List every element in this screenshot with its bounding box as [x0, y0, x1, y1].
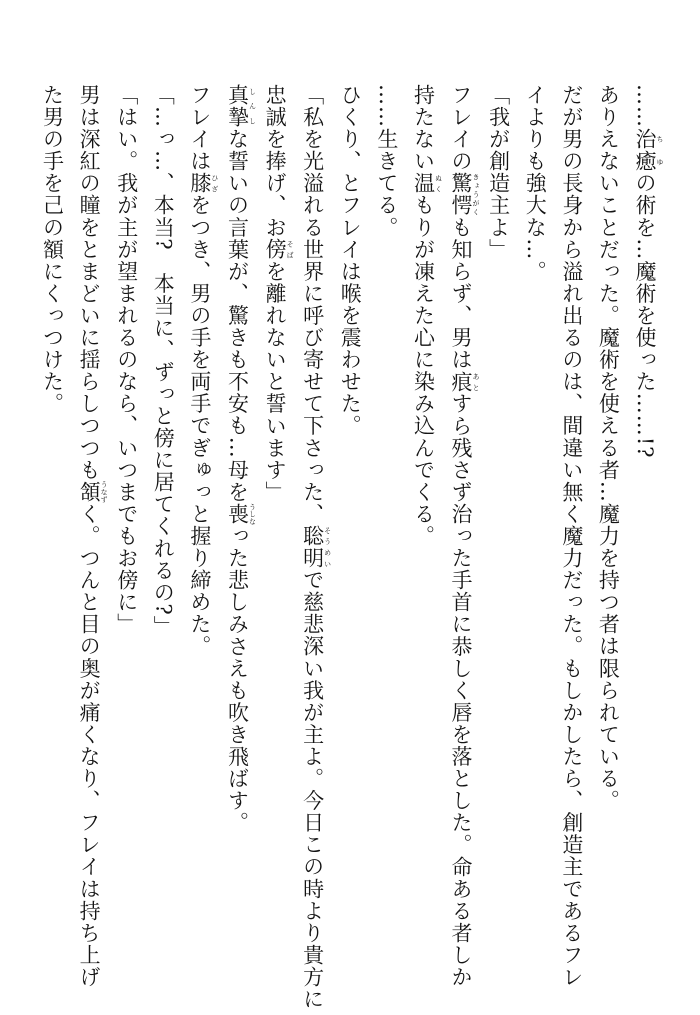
- ruby-word: [187, 172, 219, 195]
- text-segment: を離れないと誓います」: [263, 260, 288, 503]
- ruby-word: [77, 480, 109, 503]
- text-line: [517, 84, 554, 964]
- text-line: [590, 84, 627, 964]
- text-line: [256, 84, 294, 964]
- text-line: [626, 84, 664, 964]
- text-segment: 「私を光溢れる世界に呼び寄せて下さった、: [300, 84, 325, 525]
- furigana: うなず: [100, 480, 109, 503]
- text-line: [219, 84, 257, 964]
- text-segment: 男は深紅の瞳をとまどいに揺らしつつも: [77, 84, 102, 481]
- text-segment: た男の手を己の額にくっつけた。: [40, 84, 65, 415]
- ruby-base: 真摯: [225, 84, 250, 129]
- ruby-word: [225, 84, 257, 129]
- text-segment: をつき、男の手を両手でぎゅっと握り締めた。: [187, 194, 212, 658]
- text-segment: く。つんと目の奥が痛くなり、フレイは持ち上げ: [77, 502, 102, 989]
- furigana: ちゆ: [656, 128, 664, 173]
- text-line: [442, 84, 481, 989]
- text-segment: も知らず、男は: [449, 216, 474, 371]
- text-line: [332, 84, 369, 964]
- ruby-base: 痕: [449, 370, 474, 393]
- ruby-word: [263, 238, 295, 261]
- furigana: そうめい: [323, 525, 332, 570]
- furigana: しんし: [248, 84, 257, 129]
- text-line: [553, 84, 590, 989]
- text-segment: もりが凍えた心に染み込んでくる。: [411, 194, 436, 548]
- ruby-base: 治癒: [633, 128, 657, 173]
- text-segment: フレイの: [449, 84, 474, 173]
- text-line: [181, 84, 219, 964]
- text-segment: 「我が創造主よ」: [486, 84, 511, 261]
- text-segment: フレイは: [187, 84, 212, 173]
- ruby-word: [449, 370, 481, 393]
- furigana: あと: [472, 370, 481, 393]
- furigana: ひざ: [210, 172, 219, 195]
- text-segment: だが男の長身から溢れ出るのは、間違い無く魔力だった。もしかしたら、創造主であるフレ: [559, 84, 584, 989]
- furigana: そば: [286, 238, 295, 261]
- text-line: [34, 84, 71, 964]
- furigana: ぬく: [434, 172, 443, 195]
- text-segment: の術を…魔術を使った……!?: [633, 172, 657, 459]
- ruby-word: [300, 525, 332, 570]
- text-segment: 「はい。我が主が望まれるのなら、いつまでもお傍に」: [114, 84, 139, 636]
- text-segment: ひくり、とフレイは喉を震わせた。: [338, 84, 363, 437]
- text-segment: すら残さず治った手首に恭しく唇を落とした。命ある者しか: [449, 392, 474, 989]
- text-line: [108, 84, 145, 964]
- ruby-base: 温: [411, 172, 436, 195]
- ruby-base: 傍: [263, 238, 288, 261]
- text-segment: で慈悲深い我が主よ。今日この時より貴方に: [300, 569, 325, 1011]
- furigana: きょうがく: [472, 172, 481, 217]
- ruby-base: 膝: [187, 172, 212, 195]
- text-segment: 忠誠を捧げ、お: [263, 84, 288, 239]
- ruby-word: [633, 128, 664, 173]
- text-segment: 「…っ…、本当? 本当に、ずっと傍に居てくれるの?」: [151, 84, 176, 638]
- text-segment: 持たない: [411, 84, 436, 173]
- ruby-base: 驚愕: [449, 172, 474, 217]
- ruby-base: 聡明: [300, 525, 325, 570]
- text-line: [368, 84, 405, 964]
- text-segment: ……生きてる。: [374, 84, 399, 239]
- vertical-text-body: [34, 84, 664, 1011]
- text-line: [294, 84, 332, 1011]
- ruby-word: [225, 502, 257, 526]
- text-line: [480, 84, 517, 964]
- ruby-word: [411, 172, 443, 195]
- furigana: うしな: [248, 502, 257, 526]
- text-segment: ……: [633, 84, 657, 129]
- text-line: [145, 84, 182, 964]
- text-line: [405, 84, 443, 964]
- text-segment: イよりも強大な…。: [523, 84, 548, 283]
- text-segment: ありえないことだった。魔術を使える者…魔力を持つ者は限られている。: [596, 84, 621, 812]
- text-segment: った悲しみさえも吹き飛ばす。: [225, 525, 250, 834]
- text-segment: な誓いの言葉が、驚きも不安も…母を: [225, 128, 250, 503]
- ruby-base: 頷: [77, 480, 102, 503]
- text-line: [71, 84, 109, 989]
- ruby-base: 喪: [225, 502, 250, 526]
- ruby-word: [449, 172, 481, 217]
